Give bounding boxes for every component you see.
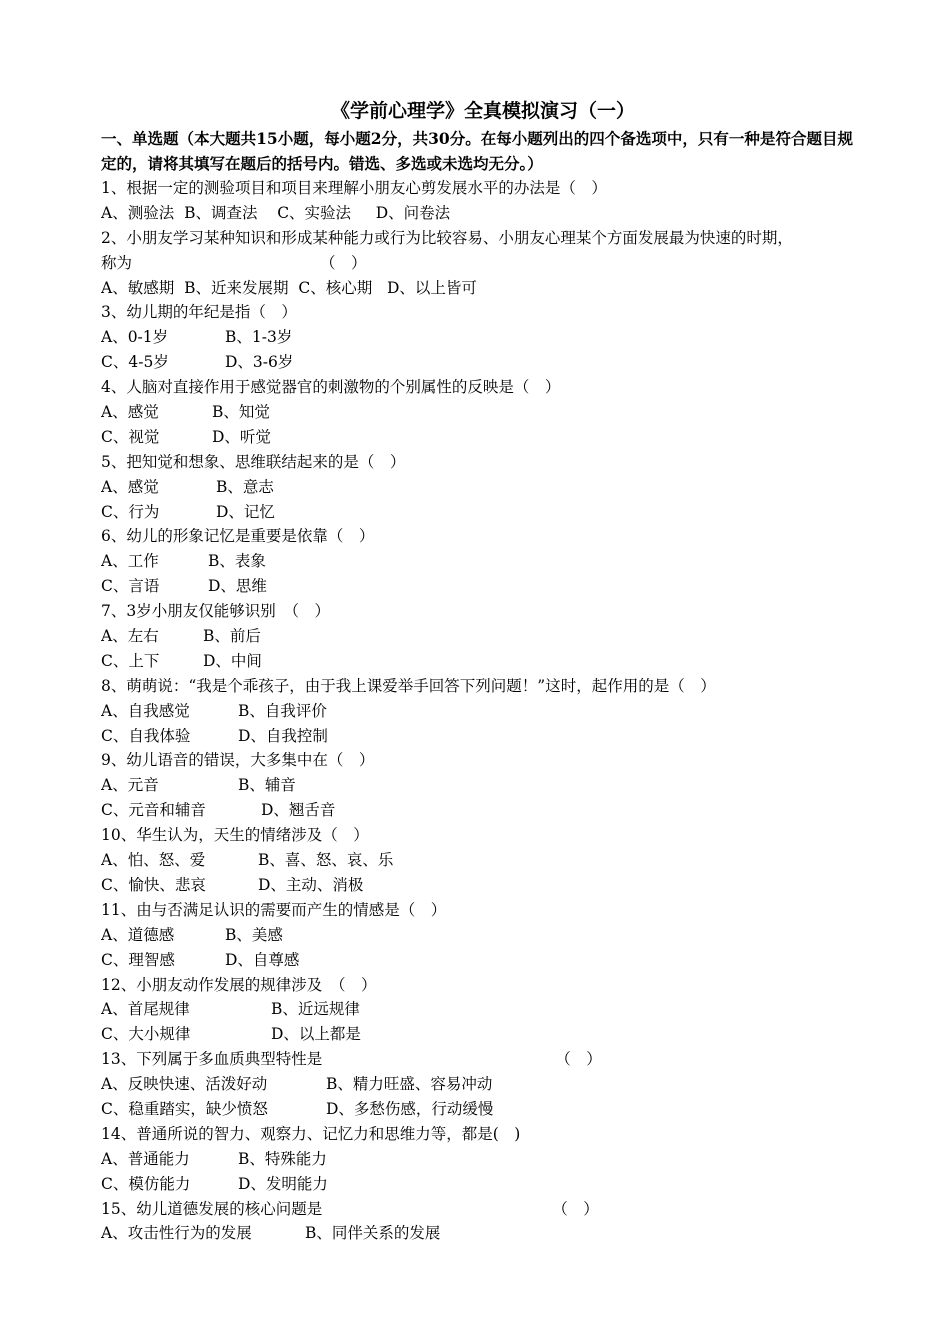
option: A、道德感 <box>101 925 175 944</box>
option: B、调查法 <box>184 203 258 222</box>
option-line <box>101 1221 853 1246</box>
option: A、首尾规律 <box>101 1000 190 1019</box>
option: D、3-6岁 <box>225 353 294 372</box>
option: D、中间 <box>203 651 262 670</box>
option: D、多愁伤感，行动缓慢 <box>326 1099 494 1118</box>
question-stem: 7、3岁小朋友仅能够识别 （ ） <box>101 602 330 621</box>
option-line <box>101 475 853 500</box>
option: C、模仿能力 <box>101 1174 191 1193</box>
question-stem: 12、小朋友动作发展的规律涉及 （ ） <box>101 975 377 994</box>
option: A、测验法 <box>101 203 175 222</box>
option: B、知觉 <box>212 403 270 422</box>
option: D、记忆 <box>216 502 275 521</box>
option-line <box>101 624 853 649</box>
option-line <box>101 549 853 574</box>
option-line <box>101 400 853 425</box>
option-line <box>101 699 853 724</box>
option: B、喜、怒、哀、乐 <box>258 851 394 870</box>
option: D、自尊感 <box>225 950 300 969</box>
option: D、听觉 <box>212 427 271 446</box>
option: B、表象 <box>208 552 266 571</box>
option-line <box>101 276 853 301</box>
option: B、近远规律 <box>271 1000 360 1019</box>
option: A、工作 <box>101 552 159 571</box>
option-line <box>101 1172 853 1197</box>
option: D、主动、消极 <box>258 875 364 894</box>
option-line <box>101 1022 853 1047</box>
option: B、前后 <box>203 627 261 646</box>
option: C、大小规律 <box>101 1025 191 1044</box>
option-line <box>101 1147 853 1172</box>
option-line <box>101 997 853 1022</box>
option: C、实验法 <box>277 203 352 222</box>
option: C、行为 <box>101 502 160 521</box>
option-line <box>101 798 853 823</box>
option: C、言语 <box>101 577 160 596</box>
option: D、自我控制 <box>238 726 328 745</box>
page-title: 《学前心理学》全真模拟演习（一） <box>330 100 635 122</box>
option: C、理智感 <box>101 950 175 969</box>
option: A、感觉 <box>101 477 159 496</box>
option: C、视觉 <box>101 427 160 446</box>
stem-continuation: 称为 <box>101 253 133 272</box>
option: B、精力旺盛、容易冲动 <box>326 1075 493 1094</box>
option-line <box>101 923 853 948</box>
option-line <box>101 848 853 873</box>
option: B、1-3岁 <box>225 328 293 347</box>
question-stem: 9、幼儿语音的错误，大多集中在（ ） <box>101 751 375 770</box>
option-line <box>101 1097 853 1122</box>
option: B、意志 <box>216 477 274 496</box>
option: A、元音 <box>101 776 159 795</box>
option: D、发明能力 <box>238 1174 328 1193</box>
answer-blank: （ ） <box>552 1199 599 1218</box>
option: A、反映快速、活泼好动 <box>101 1075 268 1094</box>
option: D、问卷法 <box>375 203 451 222</box>
option: D、思维 <box>208 577 267 596</box>
option-line <box>101 574 853 599</box>
option: C、愉快、悲哀 <box>101 875 206 894</box>
option-line <box>101 350 853 375</box>
option-line <box>101 425 853 450</box>
question-stem: 8、萌萌说：“我是个乖孩子，由于我上课爱举手回答下列问题！”这时，起作用的是（ ） <box>101 676 716 695</box>
option: A、普通能力 <box>101 1149 190 1168</box>
option: A、怕、怒、爱 <box>101 851 206 870</box>
answer-blank: （ ） <box>555 1050 602 1069</box>
question-stem <box>101 1047 853 1072</box>
option: B、美感 <box>225 925 283 944</box>
option: C、上下 <box>101 651 160 670</box>
option: B、辅音 <box>238 776 296 795</box>
option: C、自我体验 <box>101 726 191 745</box>
section-heading: 一、单选题（本大题共15小题，每小题2分，共30分。在每小题列出的四个备选项中，只有一种是符合题目规定的，请将其填写在题后的括号内。错选、多选或未选均无分。） <box>101 129 853 173</box>
question-stem <box>101 1197 853 1222</box>
option: A、左右 <box>101 627 159 646</box>
question-stem-continued <box>101 251 853 276</box>
question-stem: 6、幼儿的形象记忆是重要是依靠（ ） <box>101 527 375 546</box>
option: B、自我评价 <box>238 701 327 720</box>
question-stem: 14、普通所说的智力、观察力、记忆力和思维力等，都是( ) <box>101 1124 521 1143</box>
option: D、以上皆可 <box>386 278 477 297</box>
question-stem: 1、根据一定的测验项目和项目来理解小朋友心剪发展水平的办法是（ ） <box>101 179 607 197</box>
stem-text: 15、幼儿道德发展的核心问题是 <box>101 1199 323 1218</box>
option: A、自我感觉 <box>101 701 190 720</box>
option-line <box>101 649 853 674</box>
option: C、4-5岁 <box>101 353 169 372</box>
question-stem: 4、人脑对直接作用于感觉器官的刺激物的个别属性的反映是（ ） <box>101 378 561 397</box>
answer-blank: （ ） <box>320 253 367 272</box>
option: A、敏感期 <box>101 278 175 297</box>
question-stem: 2、小朋友学习某种知识和形成某种能力或行为比较容易、小朋友心理某个方面发展最为快速的时期， <box>101 228 793 247</box>
question-stem: 11、由与否满足认识的需要而产生的情感是（ ） <box>101 900 447 919</box>
option: B、特殊能力 <box>238 1149 327 1168</box>
option: A、感觉 <box>101 403 159 422</box>
option: C、稳重踏实，缺少愤怒 <box>101 1099 268 1118</box>
stem-text: 13、下列属于多血质典型特性是 <box>101 1050 323 1069</box>
option-line <box>101 325 853 350</box>
option-line <box>101 500 853 525</box>
option: B、同伴关系的发展 <box>305 1224 441 1243</box>
option: A、0-1岁 <box>101 328 169 347</box>
question-stem: 3、幼儿期的年纪是指（ ） <box>101 303 297 322</box>
option-line <box>101 948 853 973</box>
option-line <box>101 724 853 749</box>
option-line <box>101 873 853 898</box>
option-line <box>101 1072 853 1097</box>
option: A、攻击性行为的发展 <box>101 1224 252 1243</box>
option: C、元音和辅音 <box>101 801 206 820</box>
question-stem: 5、把知觉和想象、思维联结起来的是（ ） <box>101 452 406 471</box>
option: C、核心期 <box>298 278 373 297</box>
option: D、以上都是 <box>271 1025 361 1044</box>
option-line <box>101 773 853 798</box>
option-line <box>101 201 853 226</box>
option: D、翘舌音 <box>261 801 336 820</box>
document-page <box>101 96 853 1246</box>
option: B、近来发展期 <box>184 278 289 297</box>
question-stem: 10、华生认为，天生的情绪涉及（ ） <box>101 826 369 845</box>
